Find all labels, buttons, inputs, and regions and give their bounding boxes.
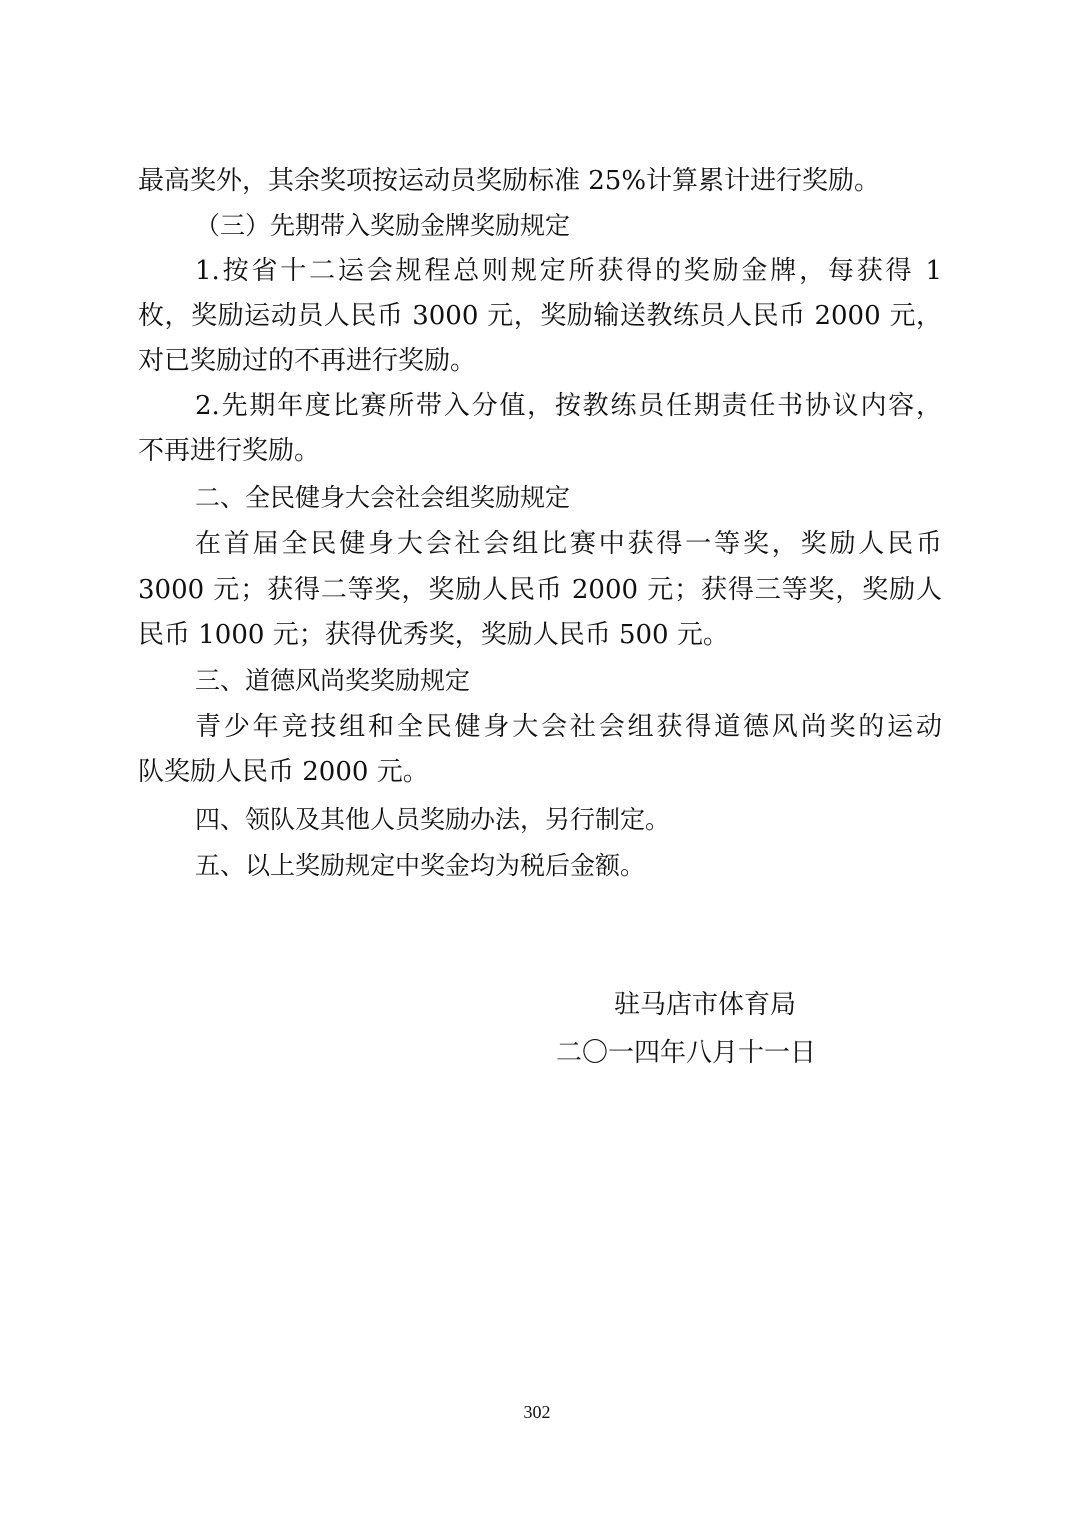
section-heading: （三）先期带入奖励金牌奖励规定 <box>195 211 571 240</box>
page-number: 302 <box>523 1402 551 1422</box>
body-line: 1.按省十二运会规程总则规定所获得的奖励金牌，每获得 1 <box>195 256 942 286</box>
body-line: 民币 1000 元；获得优秀奖，奖励人民币 500 元。 <box>138 620 729 650</box>
body-line: 队奖励人民币 2000 元。 <box>138 757 429 787</box>
section-heading: 四、领队及其他人员奖励办法，另行制定。 <box>195 805 671 834</box>
body-line: 2.先期年度比赛所带入分值，按教练员任期责任书协议内容， <box>195 391 942 421</box>
body-line: 最高奖外，其余奖项按运动员奖励标准 25%计算累计进行奖励。 <box>138 166 881 196</box>
signature-date: 二〇一四年八月十一日 <box>556 1038 817 1068</box>
body-line: 不再进行奖励。 <box>138 436 321 466</box>
section-heading: 五、以上奖励规定中奖金均为税后金额。 <box>195 851 646 880</box>
body-line: 对已奖励过的不再进行奖励。 <box>138 346 477 376</box>
body-line: 3000 元；获得二等奖，奖励人民币 2000 元；获得三等奖，奖励人 <box>138 575 942 605</box>
body-line: 在首届全民健身大会社会组比赛中获得一等奖，奖励人民币 <box>195 529 942 559</box>
section-heading: 三、道德风尚奖奖励规定 <box>195 666 471 695</box>
body-line: 青少年竞技组和全民健身大会社会组获得道德风尚奖的运动 <box>195 712 942 742</box>
section-heading: 二、全民健身大会社会组奖励规定 <box>195 483 571 512</box>
signature-organization: 驻马店市体育局 <box>614 990 797 1020</box>
body-line: 枚，奖励运动员人民币 3000 元，奖励输送教练员人民币 2000 元， <box>138 301 942 331</box>
